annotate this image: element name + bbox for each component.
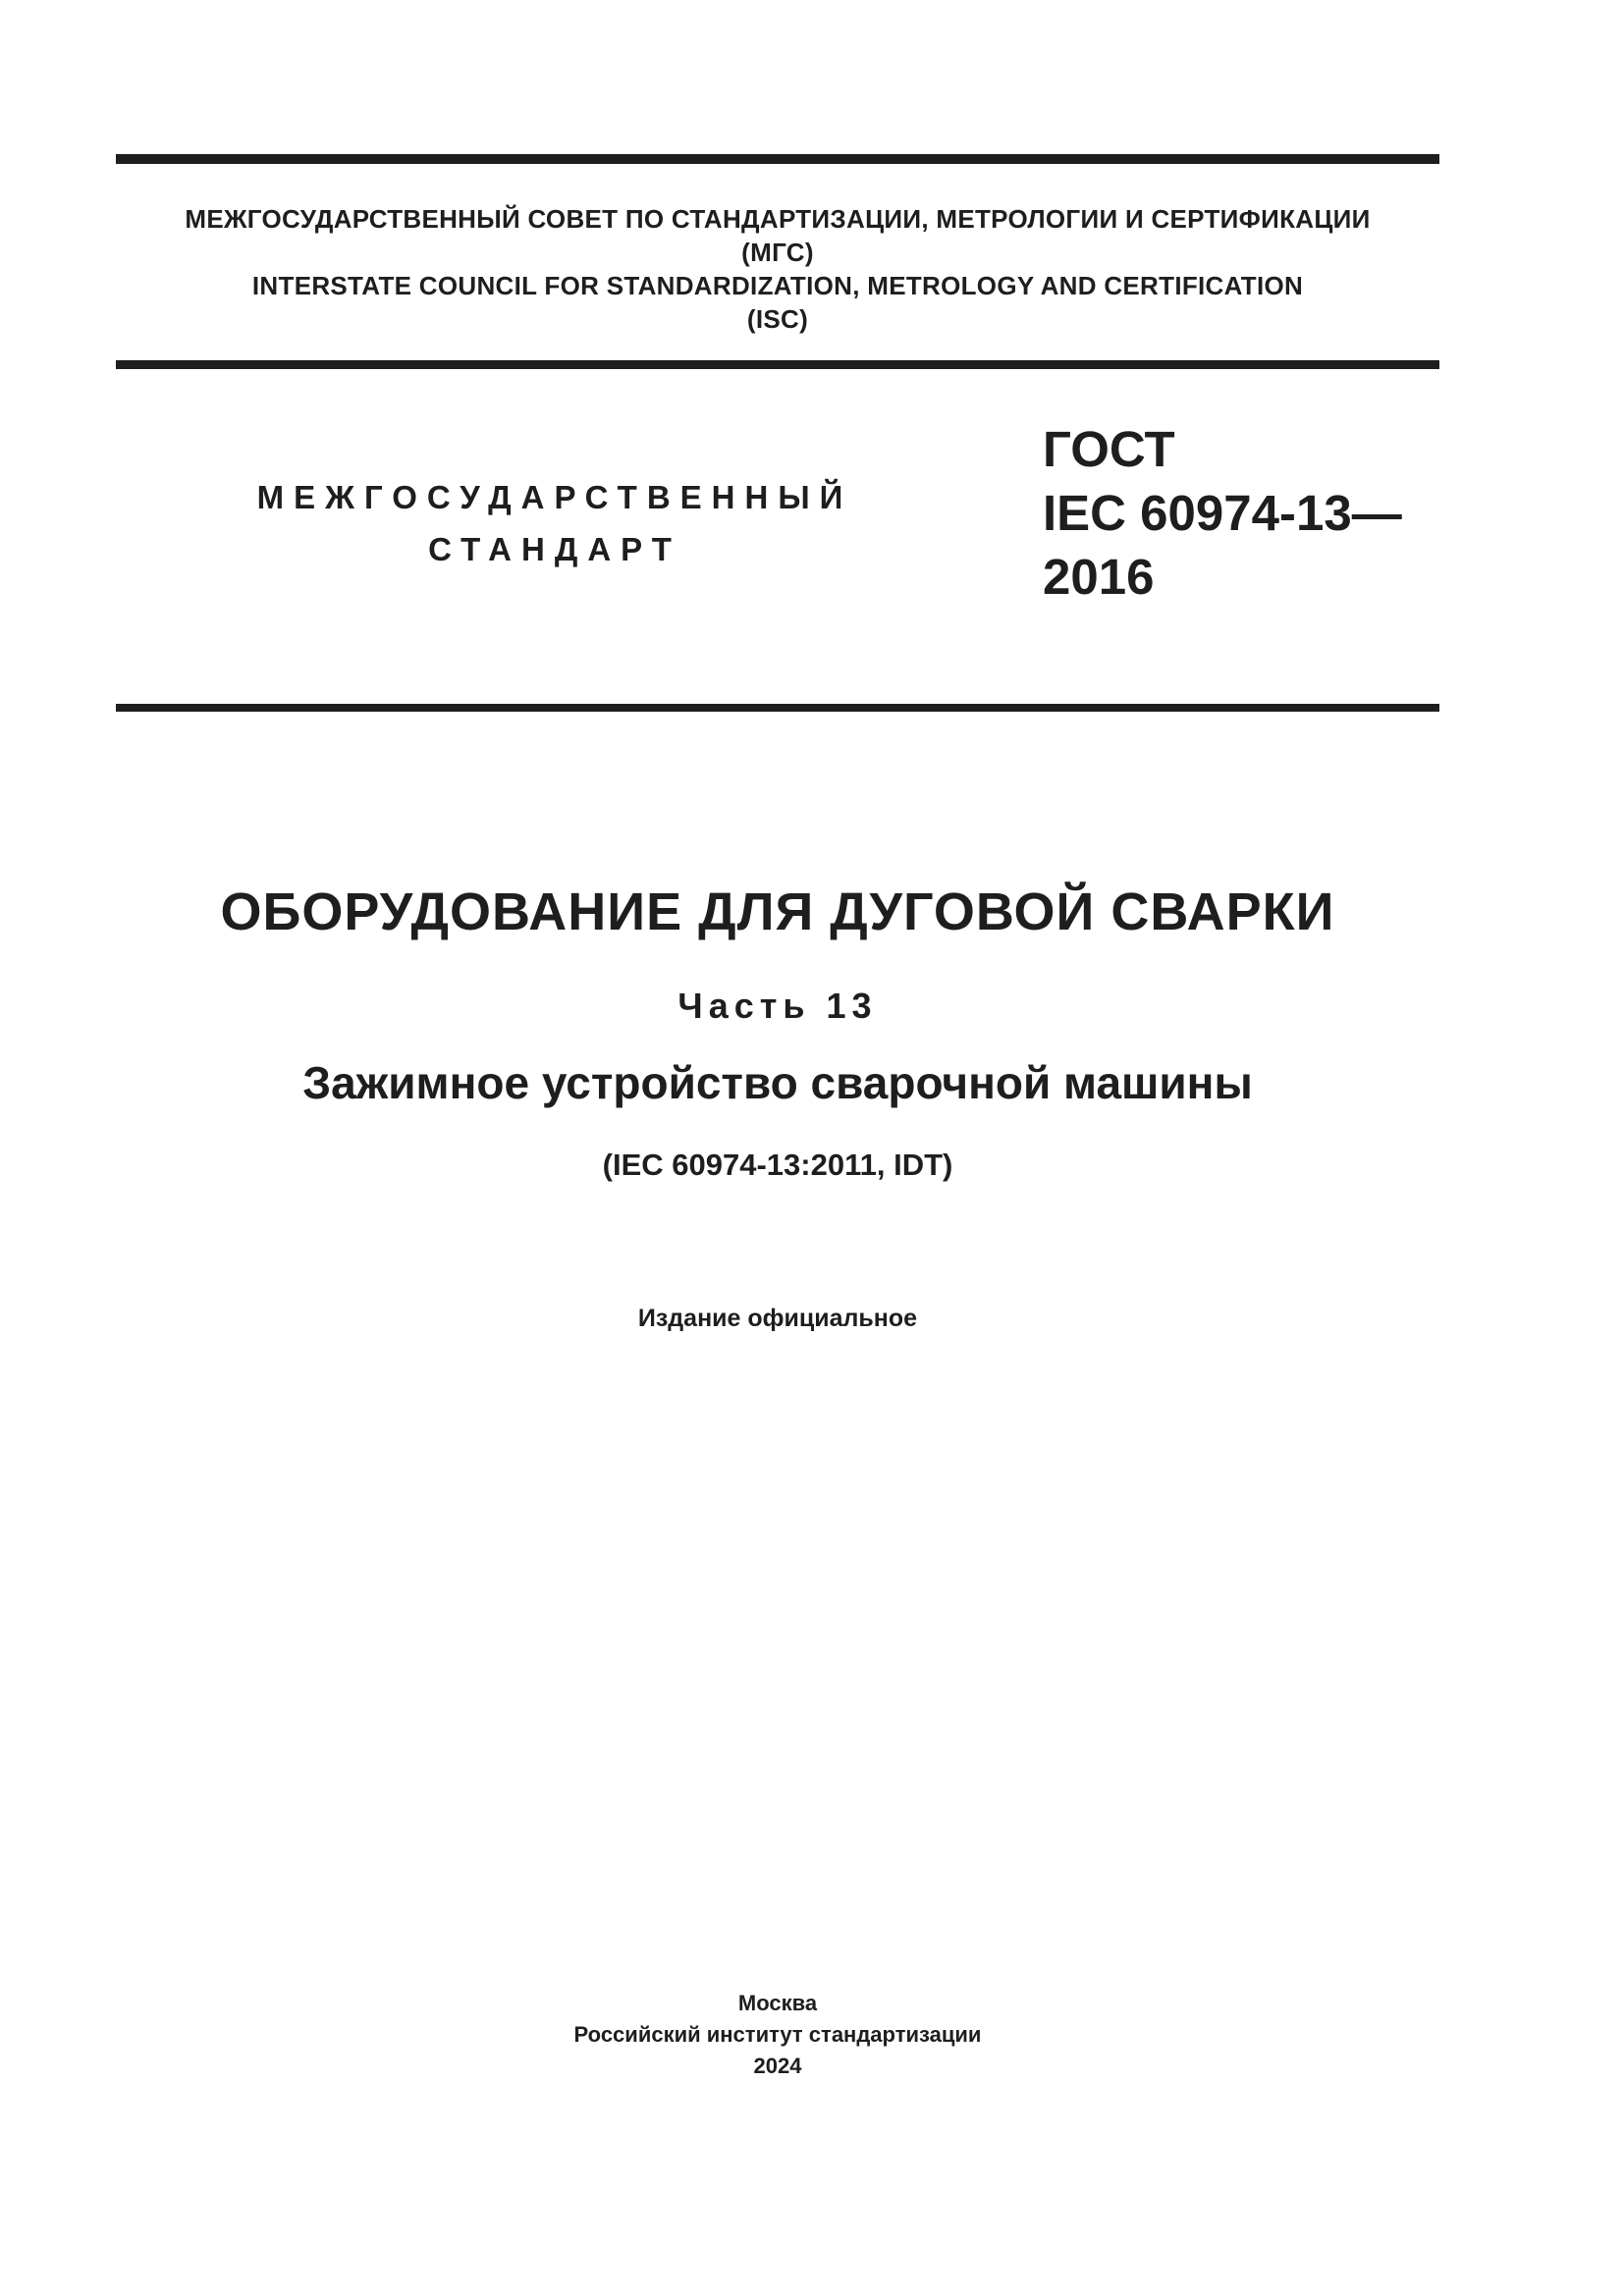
council-abbr-ru: (МГС) xyxy=(741,238,814,267)
council-name-ru: МЕЖГОСУДАРСТВЕННЫЙ СОВЕТ ПО СТАНДАРТИЗАЦИИ, МЕТРОЛОГИИ И СЕРТИФИКАЦИИ xyxy=(185,204,1371,234)
council-abbr-en: (ISC) xyxy=(746,304,809,334)
standard-type xyxy=(245,471,864,575)
designation-line-2: IEC 60974-13— xyxy=(1043,485,1402,541)
document-title: ОБОРУДОВАНИЕ ДЛЯ ДУГОВОЙ СВАРКИ xyxy=(220,882,1335,941)
publisher-imprint xyxy=(116,1988,1439,2082)
imprint-city: Москва xyxy=(737,1991,818,2015)
imprint-year: 2024 xyxy=(753,2054,802,2078)
standard-type-line-2: СТАНДАРТ xyxy=(428,531,681,567)
council-name-en: INTERSTATE COUNCIL FOR STANDARDIZATION, METROLOGY AND CERTIFICATION xyxy=(251,271,1304,300)
edition-note: Издание официальное xyxy=(637,1305,918,1332)
standard-designation xyxy=(1043,417,1402,609)
imprint-publisher: Российский институт стандартизации xyxy=(573,2022,982,2047)
iec-reference: (IEC 60974-13:2011, IDT) xyxy=(602,1148,953,1182)
part-label: Часть 13 xyxy=(677,986,878,1026)
top-rule xyxy=(116,154,1439,164)
document-subtitle: Зажимное устройство сварочной машины xyxy=(302,1057,1253,1108)
designation-divider xyxy=(116,704,1439,712)
designation-line-1: ГОСТ xyxy=(1043,421,1175,477)
designation-line-3: 2016 xyxy=(1043,549,1155,605)
council-divider xyxy=(116,360,1439,369)
standard-type-line-1: МЕЖГОСУДАРСТВЕННЫЙ xyxy=(256,479,853,515)
council-header xyxy=(116,202,1439,336)
